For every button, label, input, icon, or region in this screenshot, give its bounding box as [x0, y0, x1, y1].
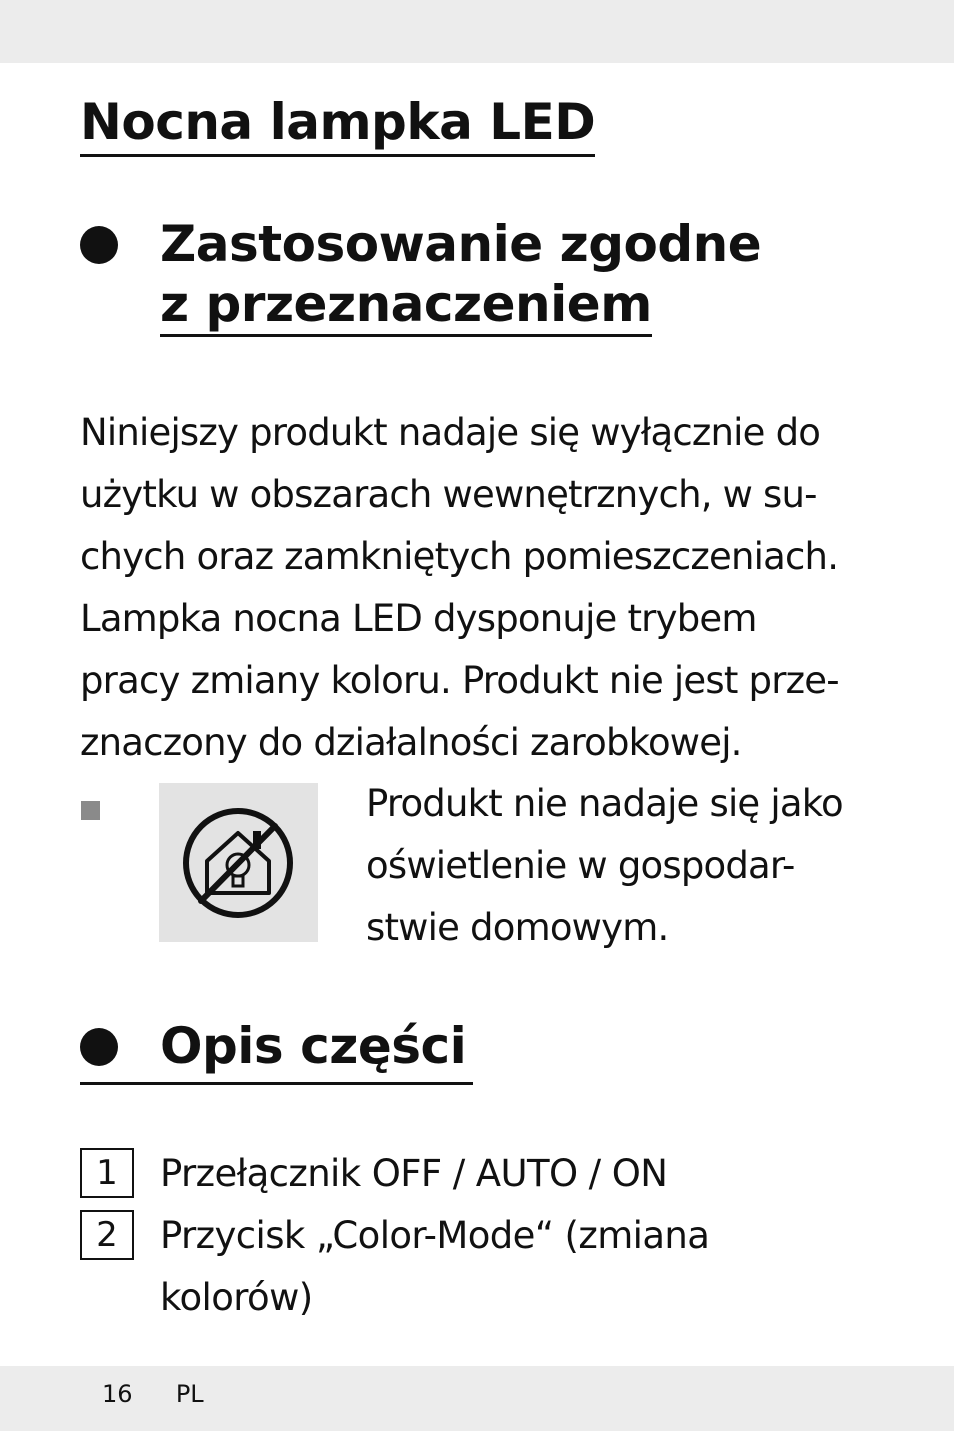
page-footer [102, 1378, 204, 1410]
paragraph-line: znaczony do działalności zarobkowej. [80, 721, 742, 764]
top-band [0, 0, 954, 63]
no-household-lighting-icon [159, 783, 318, 942]
section-heading-parts: Opis części [160, 1017, 467, 1075]
part-label-continuation: kolorów) [160, 1276, 313, 1319]
part-label: Przycisk „Color-Mode“ (zmiana [160, 1214, 710, 1257]
section-bullet [80, 226, 118, 264]
note-line: oświetlenie w gospodar- [366, 844, 795, 887]
note-line: stwie domowym. [366, 906, 669, 949]
section-heading-intended-use [160, 214, 761, 337]
section-bullet [80, 1028, 118, 1066]
paragraph-line: chych oraz zamkniętych pomieszczeniach. [80, 535, 839, 578]
intended-use-paragraph [80, 402, 880, 774]
paragraph-line: Lampka nocna LED dysponuje trybem [80, 597, 757, 640]
page-number: 16 [102, 1380, 133, 1408]
square-bullet [81, 801, 100, 820]
paragraph-line: użytku w obszarach wewnętrznych, w su- [80, 473, 817, 516]
section-heading-line: z przeznaczeniem [160, 274, 652, 337]
note-line: Produkt nie nadaje się jako [366, 782, 843, 825]
paragraph-line: pracy zmiany koloru. Produkt nie jest prze- [80, 659, 839, 702]
part-label: Przełącznik OFF / AUTO / ON [160, 1152, 668, 1195]
household-lighting-note [366, 773, 843, 959]
part-number-box: 1 [80, 1148, 134, 1198]
part-number-box: 2 [80, 1210, 134, 1260]
section-heading-underline [80, 1082, 473, 1085]
section-heading-line: Zastosowanie zgodne [160, 215, 762, 273]
language-code: PL [175, 1380, 204, 1408]
paragraph-line: Niniejszy produkt nadaje się wyłącznie do [80, 411, 821, 454]
page-title: Nocna lampka LED [80, 90, 595, 157]
